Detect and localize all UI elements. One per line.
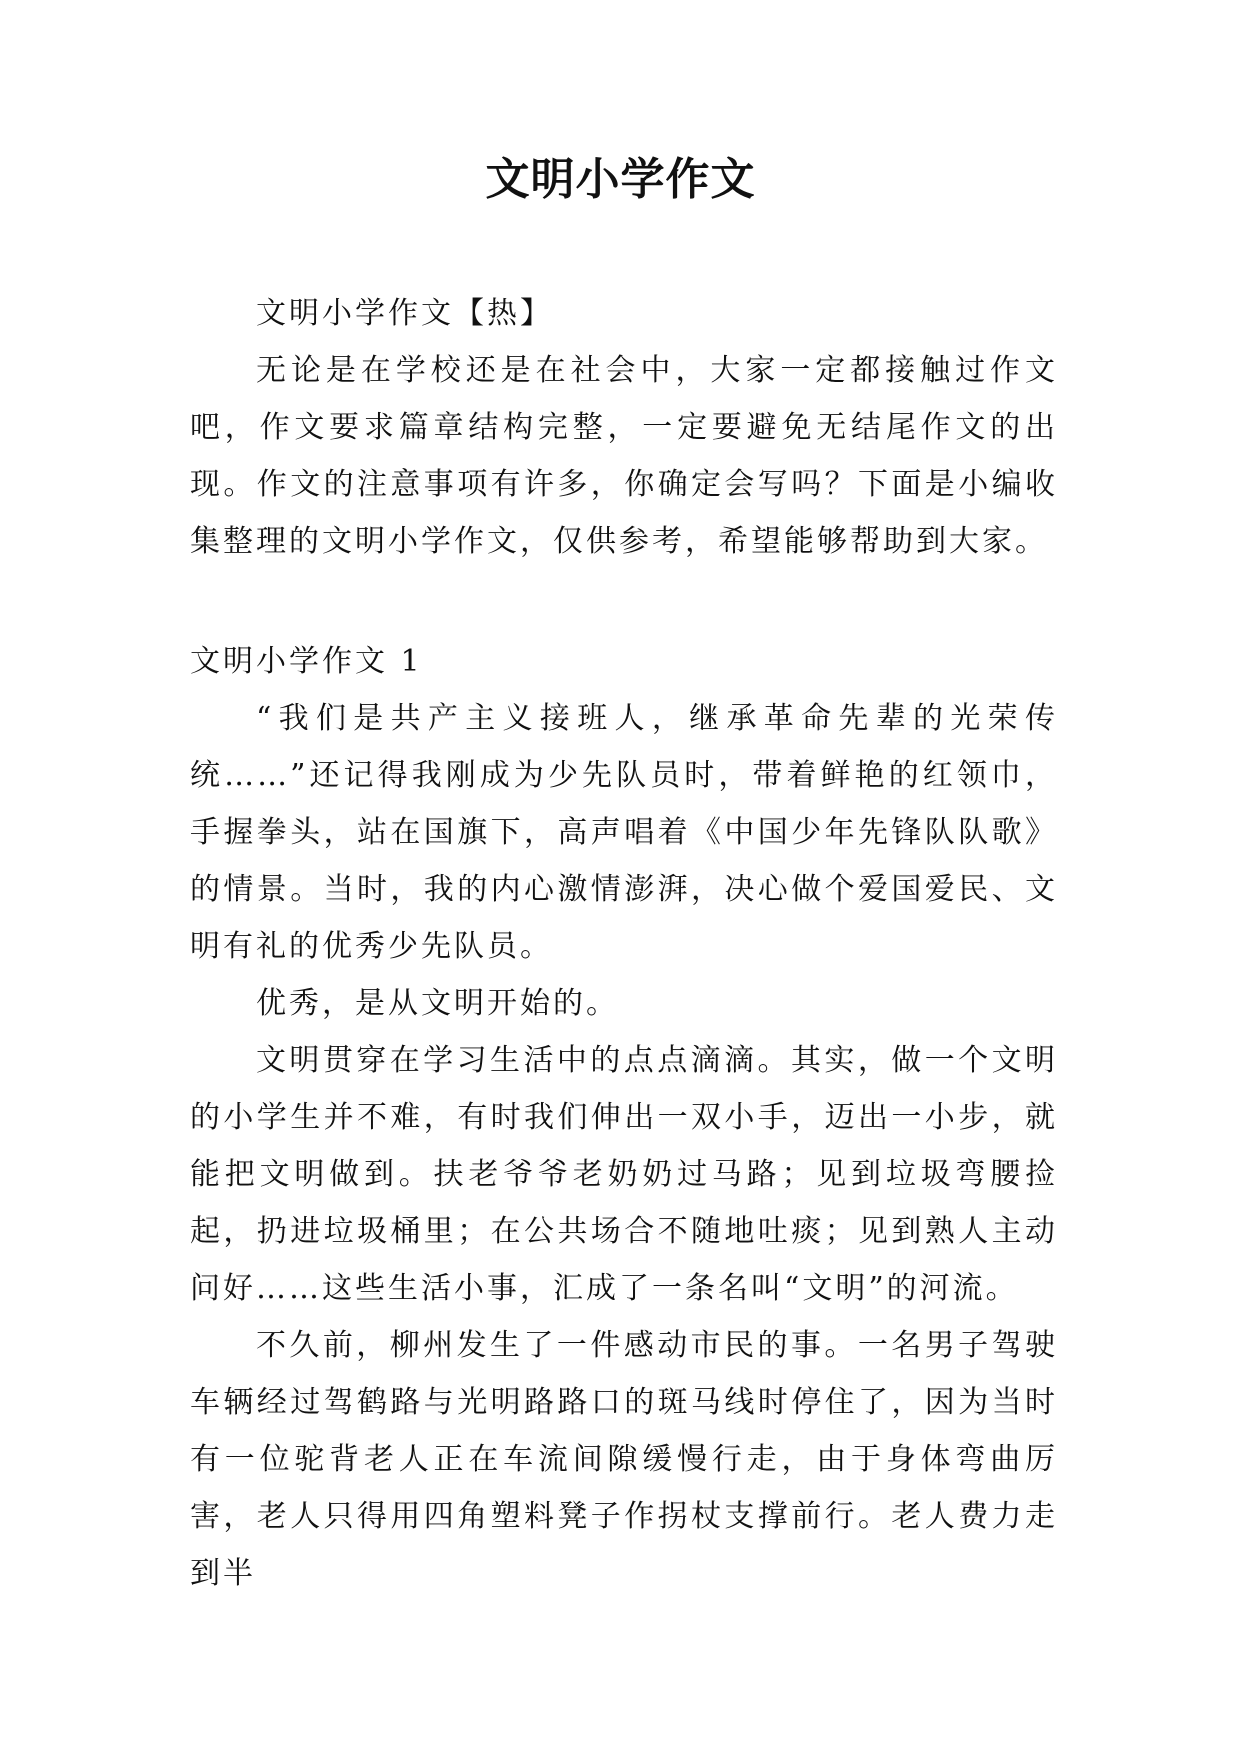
essay-heading: 文明小学作文 1 — [190, 644, 423, 679]
essay-paragraph: 不久前，柳州发生了一件感动市民的事。一名男子驾驶车辆经过驾鹤路与光明路路口的斑马线时停住了，因为当时有一位驼背老人正在车流间隙缓慢行走，由于身体弯曲厉害，老人只得用四角塑料凳子作拐杖支撑前行。老人费力走到半 — [190, 1328, 1058, 1591]
intro-paragraph: 无论是在学校还是在社会中，大家一定都接触过作文吧，作文要求篇章结构完整，一定要避免无结尾作文的出现。作文的注意事项有许多，你确定会写吗？下面是小编收集整理的文明小学作文，仅供参考，希望能够帮助到大家。 — [190, 353, 1058, 559]
intro-section — [190, 285, 1058, 570]
essay-paragraph: “我们是共产主义接班人，继承革命先辈的光荣传统……”还记得我刚成为少先队员时，带着鲜艳的红领巾，手握拳头，站在国旗下，高声唱着《中国少年先锋队队歌》的情景。当时，我的内心激情澎湃，决心做个爱国爱民、文明有礼的优秀少先队员。 — [190, 701, 1058, 964]
document-title: 文明小学作文 — [485, 154, 756, 205]
essay-paragraph: 优秀，是从文明开始的。 — [256, 986, 619, 1021]
essay-section — [190, 633, 1058, 1602]
subtitle: 文明小学作文【热】 — [256, 296, 553, 331]
essay-paragraph: 文明贯穿在学习生活中的点点滴滴。其实，做一个文明的小学生并不难，有时我们伸出一双小手，迈出一小步，就能把文明做到。扶老爷爷老奶奶过马路；见到垃圾弯腰捡起，扔进垃圾桶里；在公共场合不随地吐痰；见到熟人主动问好……这些生活小事，汇成了一条名叫“文明”的河流。 — [190, 1043, 1058, 1306]
